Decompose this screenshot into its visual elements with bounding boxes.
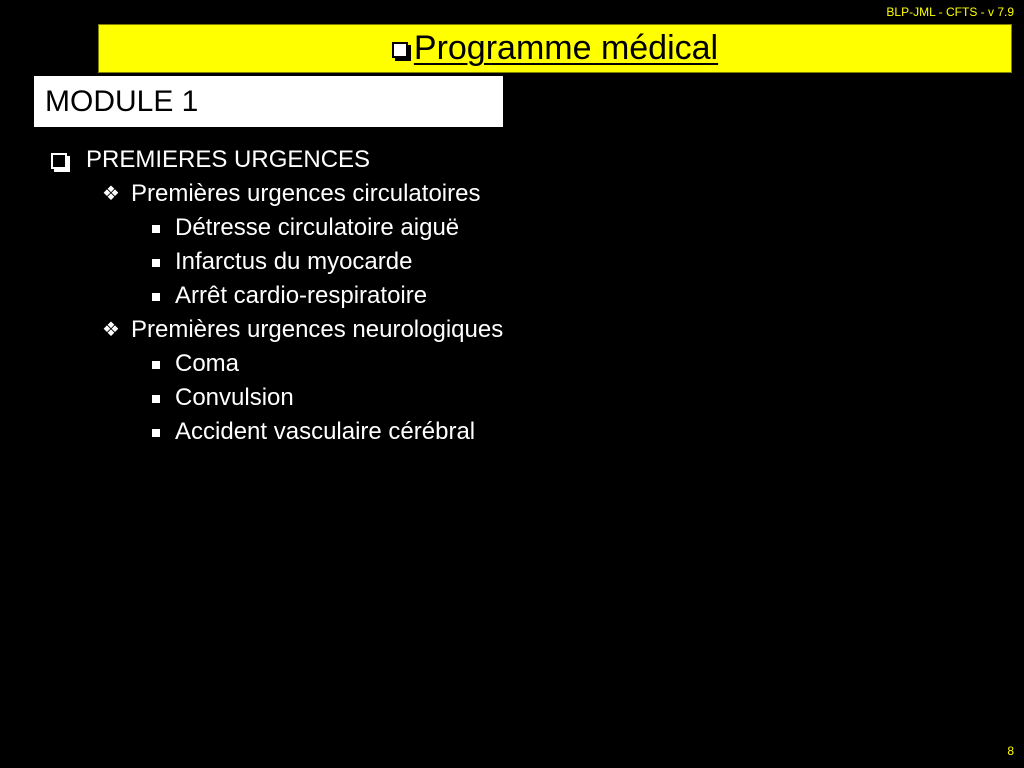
page-number: 8 — [1007, 744, 1014, 758]
small-square-bullet-icon — [152, 259, 160, 267]
small-square-bullet-icon — [152, 361, 160, 369]
outline-group-label: Premières urgences neurologiques — [131, 316, 504, 343]
outline-item-label: Infarctus du myocarde — [175, 248, 413, 275]
small-square-bullet-icon — [152, 293, 160, 301]
small-square-bullet-icon — [152, 225, 160, 233]
small-square-bullet-icon — [152, 395, 160, 403]
four-diamond-bullet-icon: ❖ — [102, 183, 120, 205]
module-label: MODULE 1 — [34, 76, 503, 127]
outline-group-label: Premières urgences circulatoires — [131, 180, 481, 207]
outline-item-label: Détresse circulatoire aiguë — [175, 214, 460, 241]
square-bullet-icon — [51, 153, 67, 169]
square-bullet-icon — [392, 42, 408, 58]
outline-item-label: Accident vasculaire cérébral — [175, 418, 476, 445]
title-bar — [98, 24, 1012, 73]
outline-item-label: Arrêt cardio-respiratoire — [175, 282, 428, 309]
four-diamond-bullet-icon: ❖ — [102, 319, 120, 341]
outline-section-label: PREMIERES URGENCES — [86, 146, 371, 173]
outline-item-label: Coma — [175, 350, 240, 377]
outline-item-label: Convulsion — [175, 384, 294, 411]
small-square-bullet-icon — [152, 429, 160, 437]
page-title: Programme médical — [413, 29, 719, 67]
header-tag: BLP-JML - CFTS - v 7.9 — [886, 5, 1014, 19]
